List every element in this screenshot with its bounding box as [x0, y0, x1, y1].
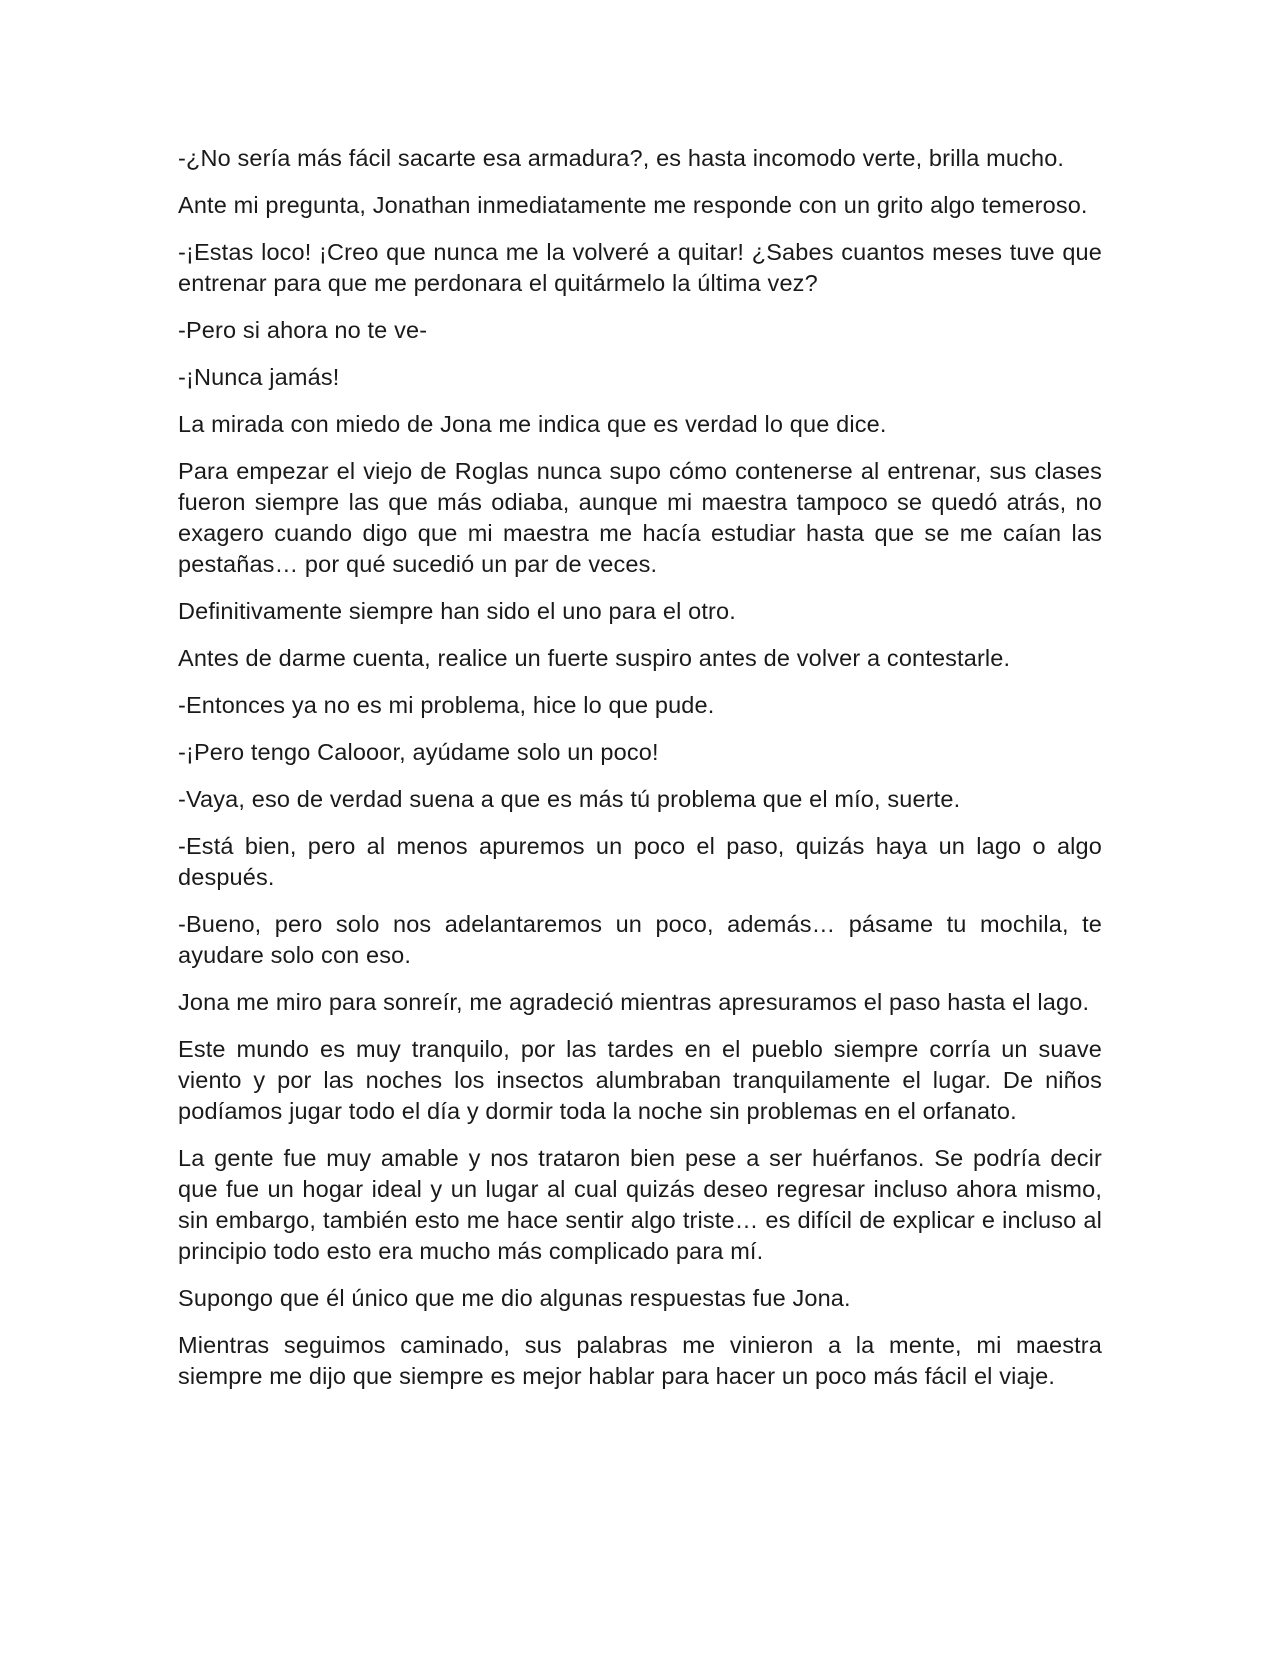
paragraph: Antes de darme cuenta, realice un fuerte suspiro antes de volver a contestarle. [178, 645, 1011, 671]
paragraph: -¡Nunca jamás! [178, 364, 340, 390]
paragraph: Para empezar el viejo de Roglas nunca supo cómo contenerse al entrenar, sus clases fueron siempre las que más odiaba, aunque mi maestra tampoco se quedó atrás, no exagero cuando digo que mi maestra me hacía estudiar hasta que se me caían las pestañas… por qué sucedió un par de veces. [178, 458, 1102, 577]
paragraph: Este mundo es muy tranquilo, por las tardes en el pueblo siempre corría un suave viento y por las noches los insectos alumbraban tranquilamente el lugar. De niños podíamos jugar todo el día y dormir toda la noche sin problemas en el orfanato. [178, 1036, 1102, 1124]
paragraph: -Vaya, eso de verdad suena a que es más tú problema que el mío, suerte. [178, 786, 961, 812]
paragraph: -Pero si ahora no te ve- [178, 317, 428, 343]
paragraph: -¡Pero tengo Calooor, ayúdame solo un poco! [178, 739, 659, 765]
paragraph: -Bueno, pero solo nos adelantaremos un poco, además… pásame tu mochila, te ayudare solo con eso. [178, 911, 1102, 968]
paragraph: La mirada con miedo de Jona me indica que es verdad lo que dice. [178, 411, 887, 437]
paragraph: Mientras seguimos caminado, sus palabras me vinieron a la mente, mi maestra siempre me dijo que siempre es mejor hablar para hacer un poco más fácil el viaje. [178, 1332, 1102, 1389]
paragraph: -Entonces ya no es mi problema, hice lo que pude. [178, 692, 715, 718]
paragraph: -Está bien, pero al menos apuremos un poco el paso, quizás haya un lago o algo después. [178, 833, 1102, 890]
paragraph: Ante mi pregunta, Jonathan inmediatamente me responde con un grito algo temeroso. [178, 192, 1088, 218]
paragraph: La gente fue muy amable y nos trataron bien pese a ser huérfanos. Se podría decir que fue un hogar ideal y un lugar al cual quizás deseo regresar incluso ahora mismo, sin embargo, también esto me hace sentir algo triste… es difícil de explicar e incluso al principio todo esto era mucho más complicado para mí. [178, 1145, 1102, 1264]
paragraph: Jona me miro para sonreír, me agradeció mientras apresuramos el paso hasta el lago. [178, 989, 1090, 1015]
paragraph: Supongo que él único que me dio algunas respuestas fue Jona. [178, 1285, 851, 1311]
paragraph: Definitivamente siempre han sido el uno para el otro. [178, 598, 736, 624]
paragraph: -¿No sería más fácil sacarte esa armadura?, es hasta incomodo verte, brilla mucho. [178, 145, 1065, 171]
paragraph: -¡Estas loco! ¡Creo que nunca me la volveré a quitar! ¿Sabes cuantos meses tuve que entrenar para que me perdonara el quitármelo la última vez? [178, 239, 1102, 296]
